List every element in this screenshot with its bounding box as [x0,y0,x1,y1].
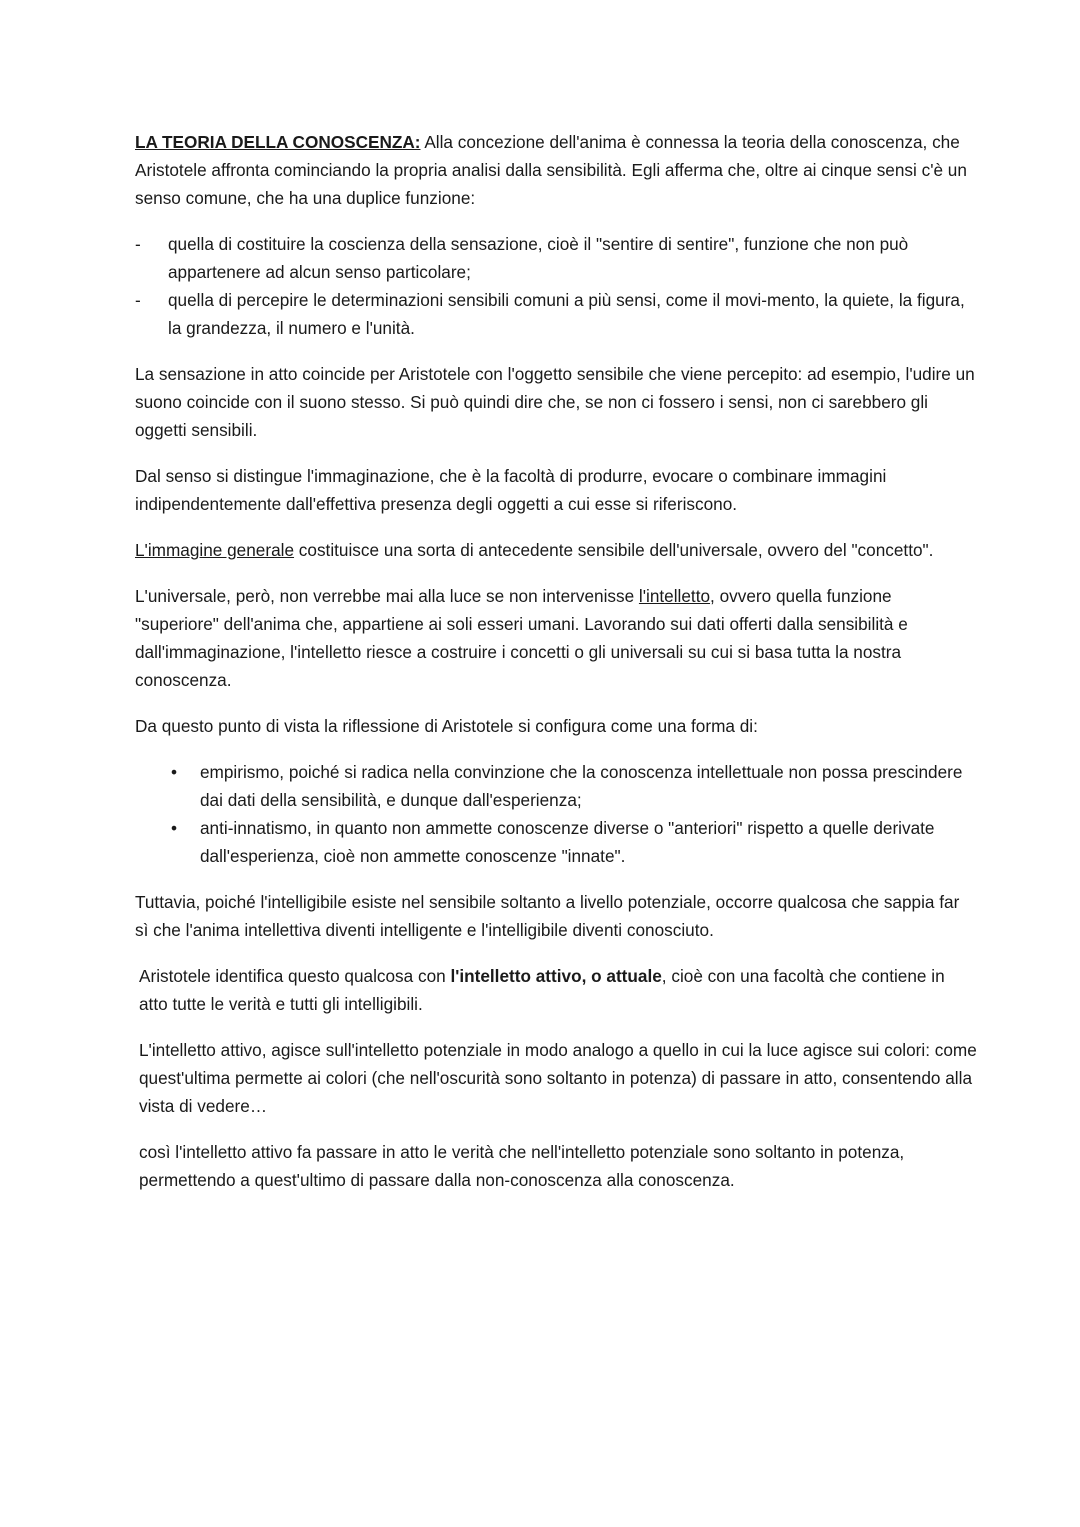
dash-list [135,230,977,342]
section-heading: LA TEORIA DELLA CONOSCENZA: [135,132,421,152]
underlined-term: l'intelletto [638,586,711,606]
list-item [135,286,977,342]
bullet-marker: • [171,818,178,838]
paragraph-punto-di-vista: Da questo punto di vista la riflessione di Aristotele si configura come una forma di: [135,716,758,736]
paragraph-conclusione: così l'intelletto attivo fa passare in atto le verità che nell'intelletto potenziale sono soltanto in potenza, permettendo a quest'ultimo di passare dalla non-conoscenza alla conoscenza. [139,1142,905,1190]
bullet-marker: • [171,762,178,782]
list-item-text: quella di percepire le determinazioni sensibili comuni a più sensi, come il movi-mento, la quiete, la figura, la grandezza, il numero e l'unità. [168,290,965,338]
intro-paragraph [135,128,977,212]
list-item-text: quella di costituire la coscienza della sensazione, cioè il "sentire di sentire", funzione che non può appartenere ad alcun senso particolare; [168,234,909,282]
paragraph-intelletto-attivo-analogia: L'intelletto attivo, agisce sull'intelletto potenziale in modo analogo a quello in cui la luce agisce sui colori: come quest'ultima permette ai colori (che nell'oscurità sono soltanto in potenza) di passare in atto, consentendo alla vista di vedere… [139,1040,977,1116]
paragraph-text: costituisce una sorta di antecedente sensibile dell'universale, ovvero del "concetto". [294,540,934,560]
dash-marker: - [135,234,141,254]
list-item-text: empirismo, poiché si radica nella convinzione che la conoscenza intellettuale non possa prescindere dai dati della sensibilità, e dunque dall'esperienza; [200,762,963,810]
intro-text: Alla concezione dell'anima è connessa la teoria della conoscenza, che Aristotele affronta cominciando la propria analisi dalla sensibilità. Egli afferma che, oltre ai cinque sensi c'è un senso comune, che ha una duplice funzione: [135,132,967,208]
document-page [135,128,977,1212]
paragraph-tuttavia: Tuttavia, poiché l'intelligibile esiste nel sensibile soltanto a livello potenziale, occorre qualcosa che sappia far sì che l'anima intellettiva diventi intelligente e l'intelligibile diventi conosciuto. [135,892,960,940]
list-item-text: anti-innatismo, in quanto non ammette conoscenze diverse o "anteriori" rispetto a quelle derivate dall'esperienza, cioè non ammette conoscenze "innate". [200,818,935,866]
paragraph-text: Aristotele identifica questo qualcosa con [139,966,451,986]
bold-term: l'intelletto attivo, o attuale [450,966,662,986]
paragraph-immagine-generale [135,536,977,564]
paragraph-sensazione: La sensazione in atto coincide per Aristotele con l'oggetto sensibile che viene percepito: ad esempio, l'udire un suono coincide con il suono stesso. Si può quindi dire che, se non ci fossero i sensi, non ci sarebbero gli oggetti sensibili. [135,364,975,440]
list-item [135,230,977,286]
paragraph-universale [135,582,977,694]
bullet-list [135,758,977,870]
list-item [135,758,977,814]
list-item [135,814,977,870]
dash-marker: - [135,290,141,310]
paragraph-text: , ovvero quella funzione "superiore" dell'anima che, appartiene ai soli esseri umani. Lavorando sui dati offerti dalla sensibilità e dall'immaginazione, l'intelletto riesce a costruire i concetti o gli universali su cui si basa tutta la nostra conoscenza. [135,586,908,690]
paragraph-immaginazione: Dal senso si distingue l'immaginazione, che è la facoltà di produrre, evocare o combinare immagini indipendentemente dall'effettiva presenza degli oggetti a cui esse si riferiscono. [135,466,887,514]
paragraph-text: L'universale, però, non verrebbe mai alla luce se non intervenisse [135,586,639,606]
paragraph-text: , cioè con una facoltà che contiene in atto tutte le verità e tutti gli intelligibili. [139,966,945,1014]
paragraph-intelletto-attivo-definizione [135,962,977,1018]
underlined-term: L'immagine generale [135,540,295,560]
